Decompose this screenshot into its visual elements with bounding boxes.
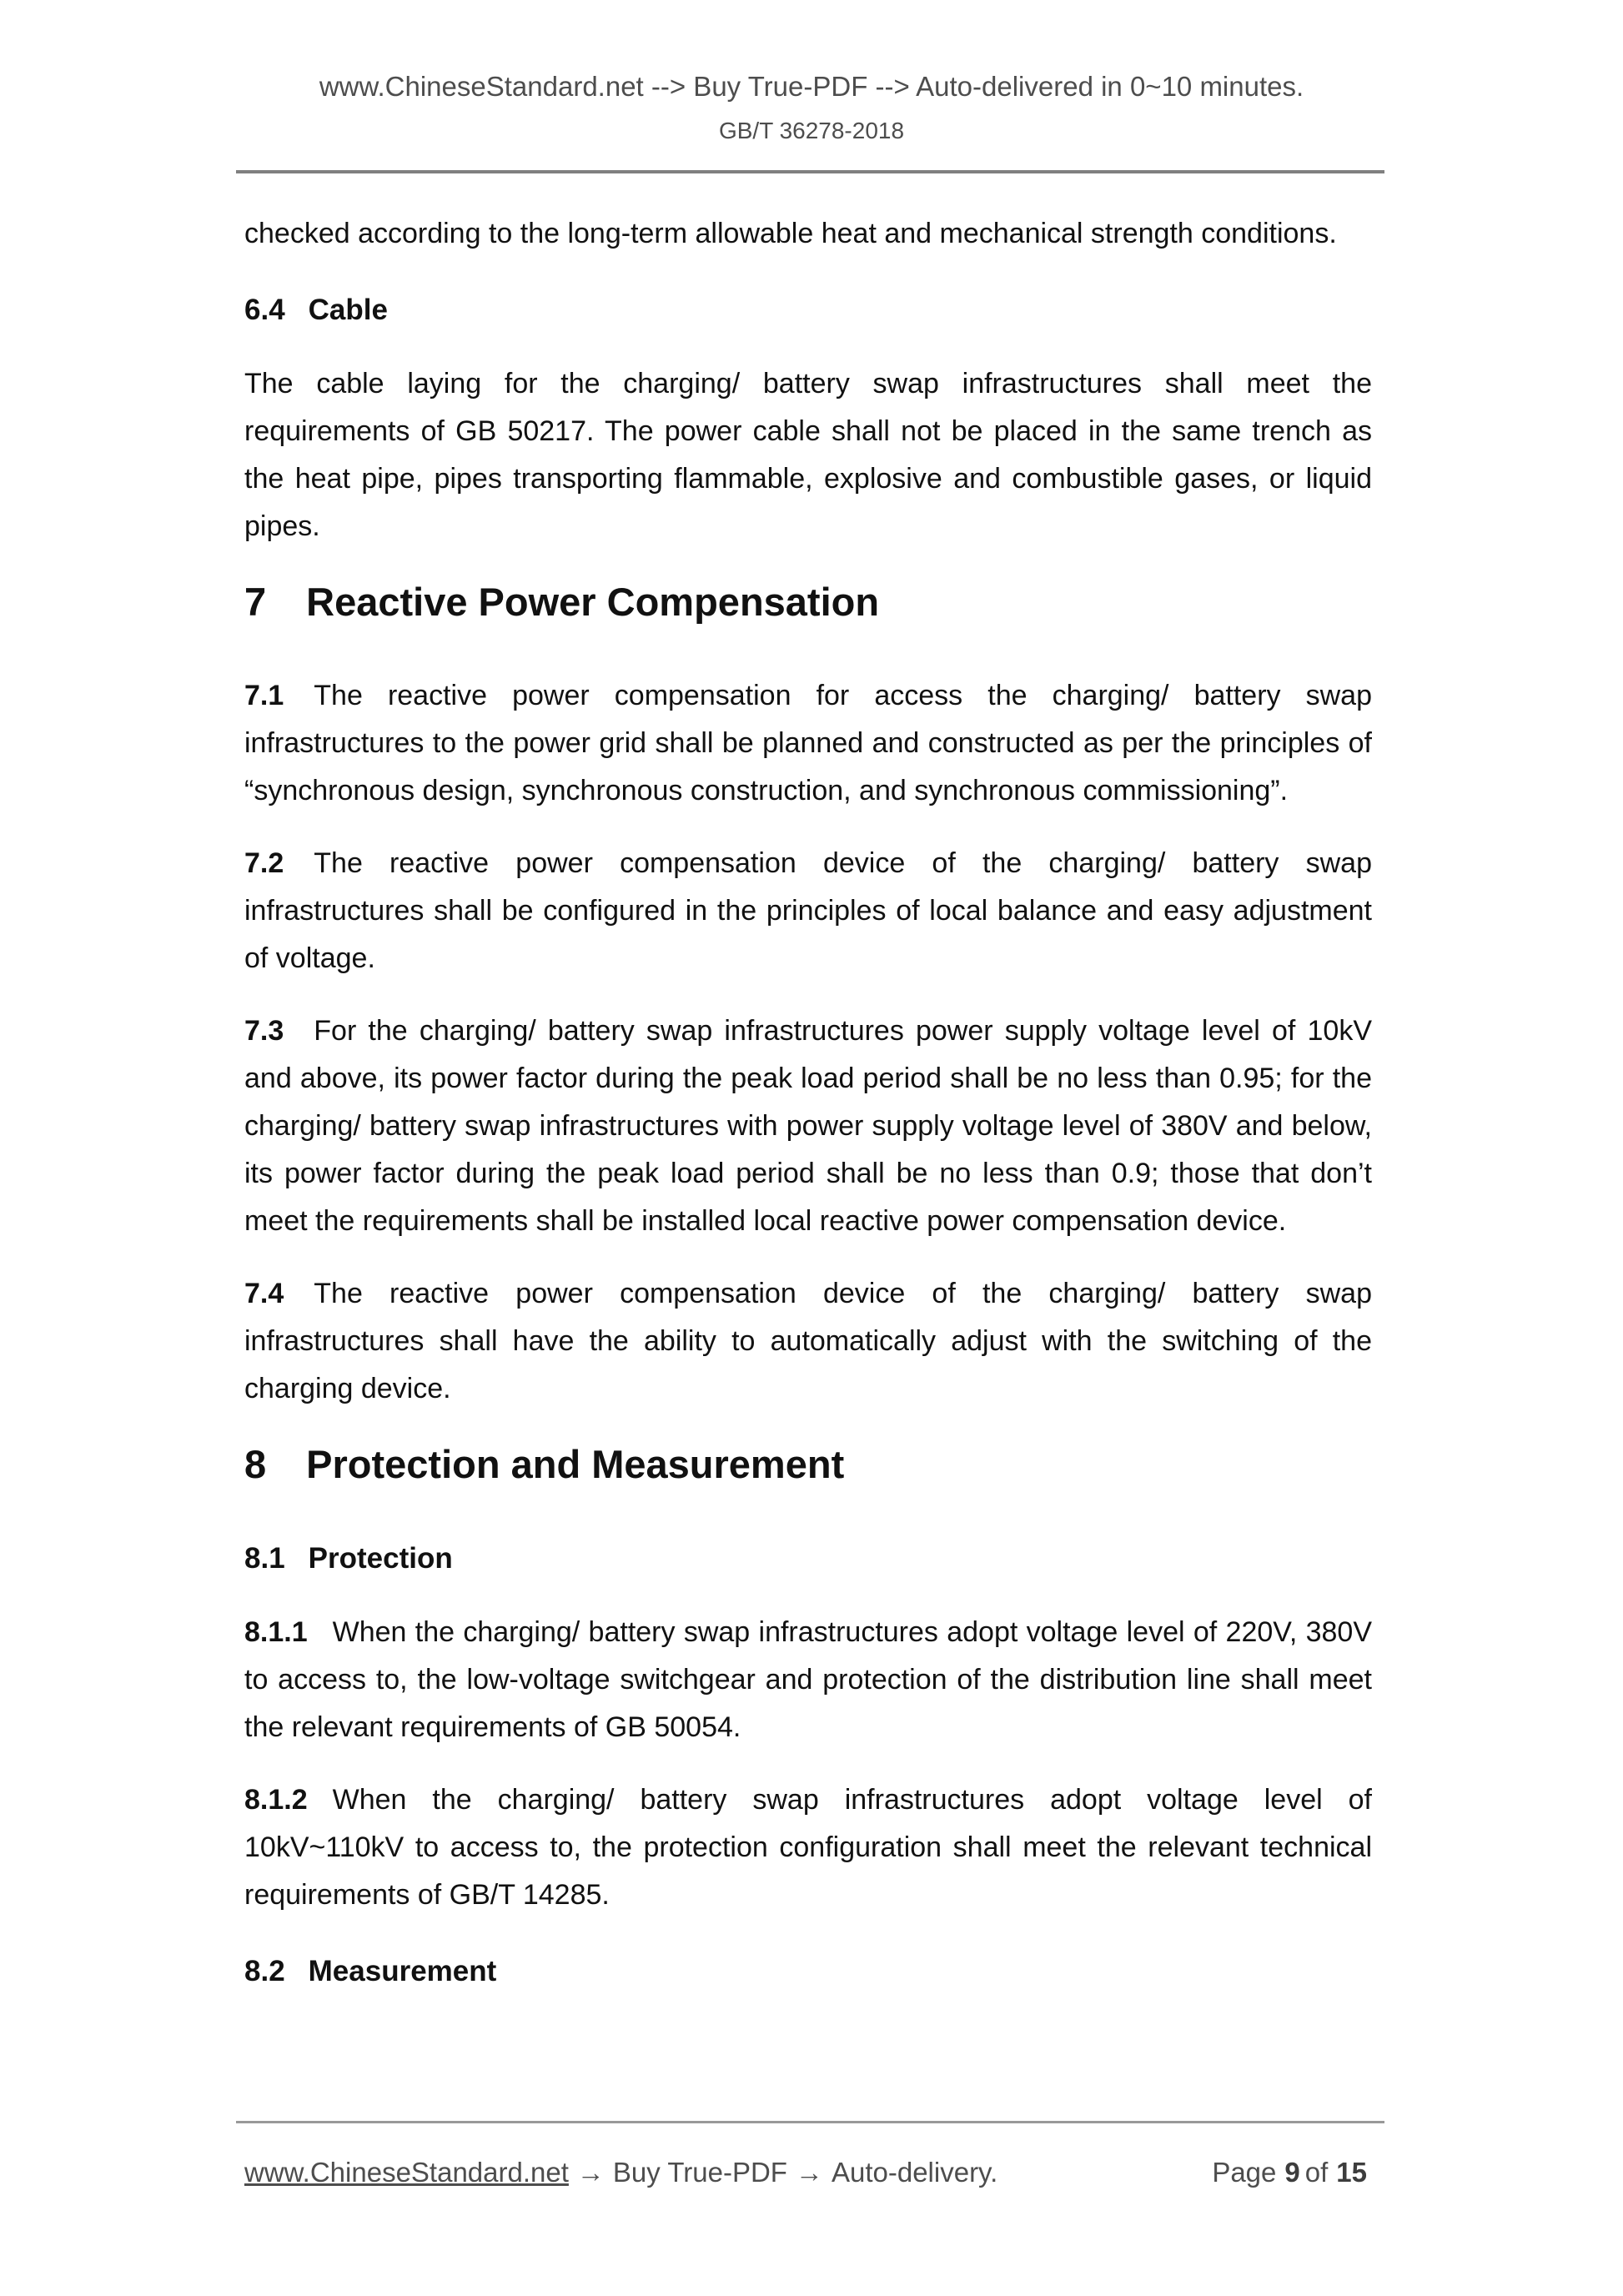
section-number: 8.2 bbox=[244, 1955, 285, 1987]
clause-number: 7.4 bbox=[244, 1278, 284, 1309]
paragraph-7-3 bbox=[244, 1007, 1372, 1245]
section-title: Protection bbox=[308, 1542, 453, 1575]
clause-text: The reactive power compensation device of the charging/ battery swap infrastructures shall have the ability to automatically adjust with the switching of the charging device. bbox=[244, 1278, 1372, 1404]
footer-divider bbox=[236, 2121, 1384, 2123]
page-header bbox=[0, 70, 1623, 145]
section-number: 8.1 bbox=[244, 1542, 285, 1575]
paragraph-8-1-1 bbox=[244, 1609, 1372, 1751]
paragraph-6-4: The cable laying for the charging/ battery swap infrastructures shall meet the requirements of GB 50217. The power cable shall not be placed in the same trench as the heat pipe, pipes transporting flammable, explosive and combustible gases, or liquid pipes. bbox=[244, 368, 1372, 542]
section-title: Measurement bbox=[308, 1955, 497, 1987]
chapter-heading-8 bbox=[244, 1438, 1372, 1491]
paragraph-continuation: checked according to the long-term allowable heat and mechanical strength conditions. bbox=[244, 218, 1337, 249]
page-current: 9 bbox=[1284, 2157, 1300, 2188]
document-body bbox=[244, 210, 1372, 2022]
page-footer bbox=[244, 2157, 1372, 2188]
header-divider bbox=[236, 170, 1384, 173]
clause-text: For the charging/ battery swap infrastructures power supply voltage level of 10kV and above, its power factor during the peak load period shall be no less than 0.95; for the charging/ battery swap infrastructures with power supply voltage level of 380V and below, its power factor during the peak load period shall be no less than 0.9; those that don’t meet the requirements shall be installed local reactive power compensation device. bbox=[244, 1015, 1372, 1237]
footer-buy-label: Buy True-PDF bbox=[612, 2157, 787, 2188]
clause-number: 8.1.1 bbox=[244, 1616, 308, 1648]
page-indicator bbox=[1212, 2157, 1372, 2188]
section-heading-8-2 bbox=[244, 1947, 1372, 1995]
page-label: Page bbox=[1212, 2157, 1277, 2188]
of-label: of bbox=[1304, 2157, 1329, 2188]
chapter-number: 7 bbox=[244, 580, 267, 624]
clause-text: When the charging/ battery swap infrastructures adopt voltage level of 10kV~110kV to access to, the protection configuration shall meet the relevant technical requirements of GB/T 14285. bbox=[244, 1784, 1372, 1911]
footer-tagline bbox=[244, 2157, 997, 2188]
paragraph-7-2 bbox=[244, 840, 1372, 982]
chapter-number: 8 bbox=[244, 1442, 267, 1486]
clause-number: 8.1.2 bbox=[244, 1784, 308, 1816]
document-number: GB/T 36278-2018 bbox=[718, 118, 905, 143]
paragraph-7-1 bbox=[244, 672, 1372, 815]
clause-number: 7.3 bbox=[244, 1015, 284, 1047]
section-title: Cable bbox=[308, 294, 388, 326]
section-heading-8-1 bbox=[244, 1535, 1372, 1582]
clause-text: The reactive power compensation device of the charging/ battery swap infrastructures shall be configured in the principles of local balance and easy adjustment of voltage. bbox=[244, 847, 1372, 974]
chapter-heading-7 bbox=[244, 575, 1372, 629]
paragraph-7-4 bbox=[244, 1270, 1372, 1413]
clause-number: 7.1 bbox=[244, 680, 284, 711]
clause-number: 7.2 bbox=[244, 847, 284, 879]
header-tagline: www.ChineseStandard.net --> Buy True-PDF --> Auto-delivered in 0~10 minutes. bbox=[319, 71, 1304, 102]
chapter-title: Reactive Power Compensation bbox=[306, 580, 880, 624]
section-number: 6.4 bbox=[244, 294, 285, 326]
arrow-icon: → bbox=[576, 2157, 605, 2188]
footer-website-link[interactable]: www.ChineseStandard.net bbox=[244, 2157, 569, 2188]
clause-text: When the charging/ battery swap infrastructures adopt voltage level of 220V, 380V to access to, the low-voltage switchgear and protection of the distribution line shall meet the relevant requirements of GB 50054. bbox=[244, 1616, 1372, 1743]
chapter-title: Protection and Measurement bbox=[306, 1442, 845, 1486]
section-heading-6-4 bbox=[244, 286, 1372, 334]
page-total: 15 bbox=[1336, 2157, 1367, 2188]
paragraph-8-1-2 bbox=[244, 1776, 1372, 1919]
arrow-icon: → bbox=[795, 2157, 823, 2188]
clause-text: The reactive power compensation for access the charging/ battery swap infrastructures to the power grid shall be planned and constructed as per the principles of “synchronous design, synchronous construction, and synchronous commissioning”. bbox=[244, 680, 1372, 806]
footer-delivery-label: Auto-delivery. bbox=[831, 2157, 998, 2188]
